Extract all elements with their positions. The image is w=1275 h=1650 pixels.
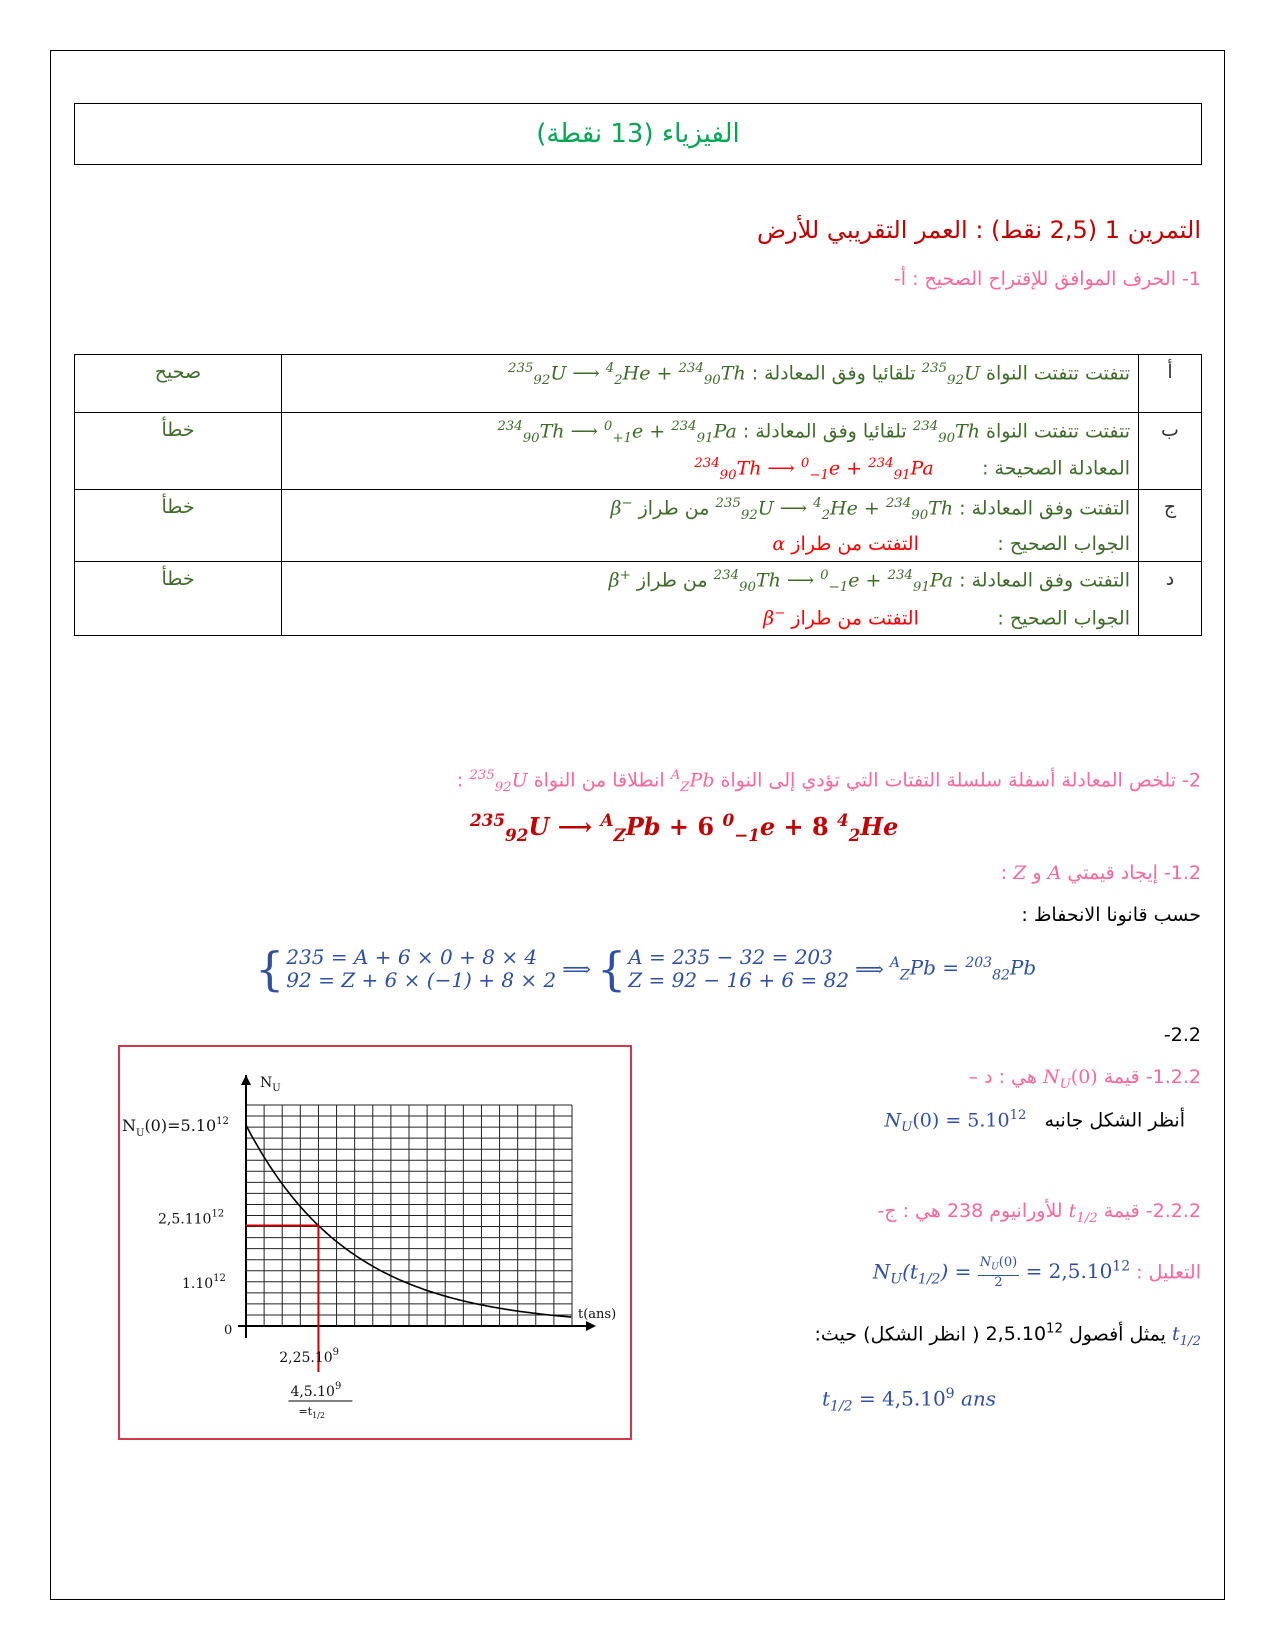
conservation-system: { 235 = A + 6 × 0 + 8 × 4 92 = Z + 6 × (−1) + 8 × 2 ⟹ { A = 235 − 32 = 203 Z = 92 − 16 + 6 = 82 ⟹ $^A_Z$Pb = $^{203}_{82}$Pb (255, 942, 1037, 996)
lead-nucleus-result: $^A_Z$Pb = $^{203}_{82}$Pb (889, 954, 1037, 984)
y-tick-label-n0: $N_U(0)=5.10^{12}$ (122, 1116, 229, 1140)
half-life-symbol: $t_{1/2}$ (1171, 1323, 1201, 1350)
nucleus-u235: $^{235}_{92}$U (921, 361, 980, 389)
system-equation-2: 92 = Z + 6 × (−1) + 8 × 2 (286, 968, 557, 992)
row-statement: التفتت وفق المعادلة : $^{234}_{90}$Th ⟶ $^0_{-1}$e + $^{234}_{91}$Pa من طراز β+ الجواب الصحيح : التفتت من طراز β− (282, 562, 1139, 635)
half-life-result: $t_{1/2} = 4,5.10^9$ ans (822, 1386, 997, 1415)
nu0-answer: أنظر الشكل جانبه $N_U(0) = 5.10^{12}$ (884, 1108, 1185, 1136)
correction-value: التفتت من طراز (791, 606, 919, 629)
table-row (75, 413, 1202, 490)
x-axis-arrow (586, 1321, 596, 1331)
x-tick-label-step: 2,25.10$^9$ (279, 1347, 340, 1366)
row-letter: أ (1139, 355, 1202, 413)
equation-b: $^{234}_{90}$Th ⟶ $^0_{+1}$e + $^{234}_{91}$Pa (497, 419, 737, 447)
row-statement: التفتت وفق المعادلة : $^{235}_{92}$U ⟶ $^4_2$He + $^{234}_{90}$Th من طراز β− الجواب الصحيح : التفتت من طراز α (282, 490, 1139, 562)
table-row (75, 562, 1202, 635)
beta-minus-symbol: β− (763, 605, 786, 629)
y-tick-label-one: 1.10$^{12}$ (182, 1272, 226, 1292)
var-z: Z (1013, 862, 1027, 884)
row-verdict: خطأ (75, 413, 282, 490)
y-axis-arrow (241, 1075, 251, 1085)
question-2-2-2-label: 2.2.2- قيمة $t_{1/2}$ للأورانيوم 238 هي : ج- (877, 1200, 1201, 1226)
beta-plus-symbol: β+ (608, 568, 631, 592)
y-axis-title: $N_U$ (260, 1075, 281, 1094)
question-1-label: 1- الحرف الموافق للإقتراح الصحيح : أ- (893, 268, 1201, 290)
answers-table (74, 354, 1202, 636)
correction-label: الجواب الصحيح : (997, 533, 1130, 556)
justification: التعليل : $N_U(t_{1/2})$ = $\frac{N_U(0)}{2}$ = $2,5.10^{12}$ (872, 1255, 1201, 1290)
row-verdict: خطأ (75, 562, 282, 635)
decay-graph (118, 1045, 632, 1440)
conservation-label: حسب قانونا الانحفاظ : (1021, 904, 1201, 926)
equation-c: $^{235}_{92}$U ⟶ $^4_2$He + $^{234}_{90}$Th (715, 496, 954, 524)
beta-minus-symbol: β− (610, 496, 633, 520)
system-result-2: Z = 92 − 16 + 6 = 82 (628, 968, 850, 992)
nucleus-u235: $^{235}_{92}$U (469, 768, 528, 796)
var-a: A (1047, 862, 1062, 884)
correct-equation-b: $^{234}_{90}$Th ⟶ $^0_{-1}$e + $^{234}_{91}$Pa (694, 456, 934, 484)
chart-grid (246, 1105, 572, 1326)
system-equation-1: 235 = A + 6 × 0 + 8 × 4 (286, 945, 538, 969)
exercise-title: التمرين 1 (2,5 نقط) : العمر التقريبي للأرض (756, 216, 1201, 244)
system-result-1: A = 235 − 32 = 203 (628, 945, 833, 969)
half-life-symbol: $t_{1/2}$ (1068, 1200, 1098, 1226)
decay-chart (120, 1047, 630, 1438)
question-1-2-label: 1.2- إيجاد قيمتي A و Z : (1000, 862, 1201, 884)
half-life-explanation: $t_{1/2}$ يمثل أفصول 2,5.10$^{12}$ ( انظر الشكل) حيث: (814, 1322, 1201, 1350)
decay-chain-equation: $^{235}_{92}$U ⟶ $^A_Z$Pb + 6 $^0_{-1}$e + 8 $^4_2$He (470, 810, 899, 845)
equation-d: $^{234}_{90}$Th ⟶ $^0_{-1}$e + $^{234}_{91}$Pa (713, 568, 954, 596)
row-statement: تتفتت تتفتت النواة $^{234}_{90}$Th تلقائيا وفق المعادلة : $^{234}_{90}$Th ⟶ $^0_{+1}$e + $^{234}_{91}$Pa المعادلة الصحيحة : $^{234}_{90}$Th ⟶ $^0_{-1}$e + $^{234}_{91}$Pa (282, 413, 1139, 490)
question-2-label: 2- تلخص المعادلة أسفلة سلسلة التفتات التي تؤدي إلى النواة $^A_Z$Pb انطلاقا من النواة $^{235}_{92}$U : (456, 768, 1201, 796)
row-letter: د (1139, 562, 1202, 635)
x-tick-note-half-life: $=t_{1/2}$ (298, 1405, 325, 1420)
nucleus-th234: $^{234}_{90}$Th (912, 419, 980, 447)
alpha-symbol: α (772, 533, 786, 556)
chart-axes (238, 1075, 596, 1338)
row-verdict: خطأ (75, 490, 282, 562)
section-title: الفيزياء (13 نقطة) (74, 103, 1202, 165)
row-letter: ج (1139, 490, 1202, 562)
row-verdict: صحيح (75, 355, 282, 413)
equation-a: $^{235}_{92}$U ⟶ $^4_2$He + $^{234}_{90}$Th (508, 361, 746, 389)
table-row (75, 355, 1202, 413)
y-tick-label-half: 2,5.110$^{12}$ (158, 1208, 225, 1228)
nu0-value: $N_U(0) = 5.10^{12}$ (884, 1108, 1027, 1136)
row-letter: ب (1139, 413, 1202, 490)
half-value: 2,5.10$^{12}$ (985, 1322, 1063, 1346)
nucleus-pb: $^A_Z$Pb (670, 768, 715, 796)
correction-label: الجواب الصحيح : (997, 606, 1130, 629)
x-axis-title: t(ans) (578, 1307, 617, 1322)
justification-equation: $N_U(t_{1/2})$ = $\frac{N_U(0)}{2}$ = $2,5.10^{12}$ (872, 1255, 1131, 1290)
question-2-2-label: -2.2 (1163, 1024, 1201, 1046)
table-row (75, 490, 1202, 562)
nu0-symbol: $N_U(0)$ (1042, 1066, 1098, 1092)
correction-value: التفتت من طراز (791, 533, 919, 556)
row-statement: تتفتت تتفتت النواة $^{235}_{92}$U تلقائيا وفق المعادلة : $^{235}_{92}$U ⟶ $^4_2$He + $^{234}_{90}$Th (282, 355, 1139, 413)
correction-label: المعادلة الصحيحة : (982, 457, 1130, 480)
y-tick-label-zero: 0 (224, 1323, 233, 1338)
question-1-2-2-label: 1.2.2- قيمة $N_U(0)$ هي : د – (968, 1066, 1201, 1092)
x-tick-label-half-life: 4,5.10$^9$ (290, 1381, 342, 1400)
